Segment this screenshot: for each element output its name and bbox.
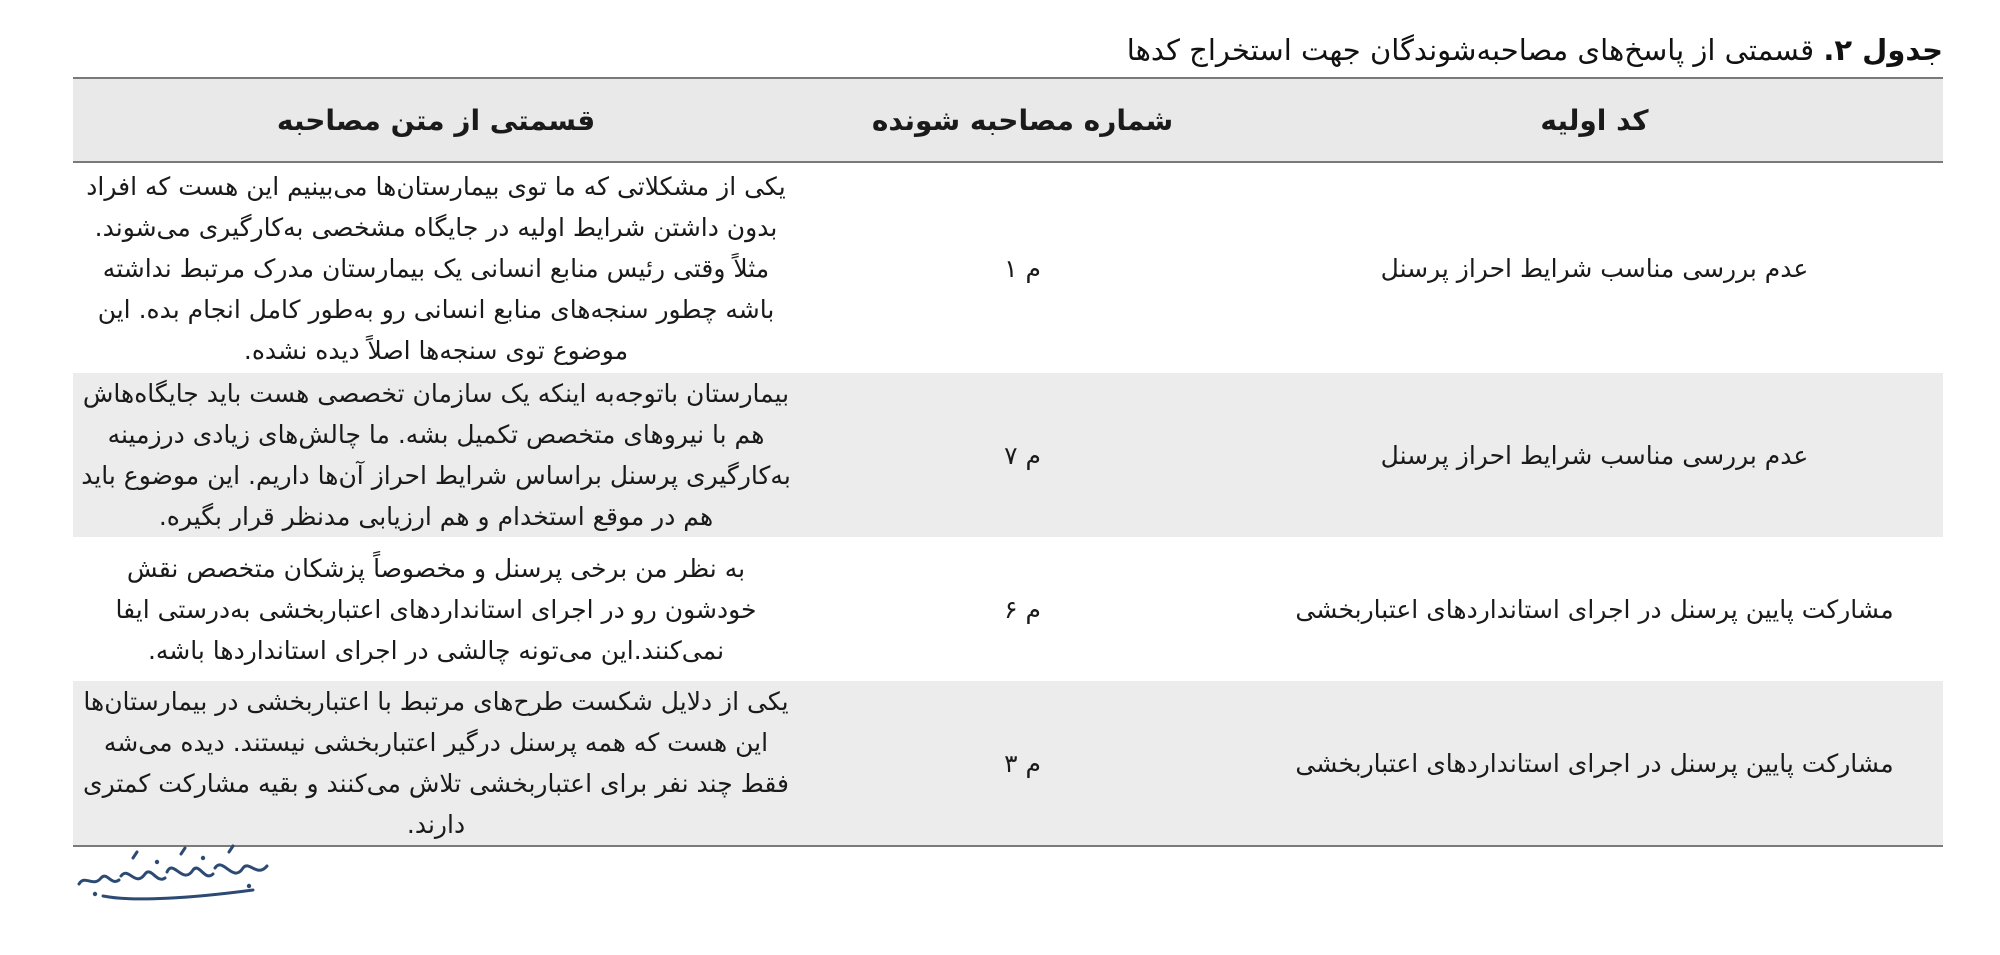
cell-interview-excerpt: یکی از دلایل شکست طرح‌های مرتبط با اعتباربخشی در بیمارستان‌ها این هست که همه پرسنل درگیر اعتباربخشی نیستند. دیده می‌شه فقط چند نفر برای اعتباربخشی تلاش می‌کنند و بقیه مشارکت کمتری دارند. [83, 687, 789, 839]
caption-label: جدول ۲. [1823, 33, 1943, 67]
header-initial-code: کد اولیه [1540, 103, 1649, 137]
cell-initial-code: مشارکت پایین پرسنل در اجرای استانداردهای اعتباربخشی [1295, 594, 1894, 624]
header-interviewee-number: شماره مصاحبه شونده [871, 103, 1174, 137]
cell-interview-excerpt: یکی از مشکلاتی که ما توی بیمارستان‌ها می‌بینیم این هست که افراد بدون داشتن شرایط اولیه در جایگاه مشخصی به‌کارگیری می‌شوند. مثلاً وقتی رئیس منابع انسانی یک بیمارستان مدرک مرتبط نداشته باشه چطور سنجه‌های منابع انسانی رو به‌طور کامل انجام بده. این موضوع توی سنجه‌ها اصلاً دیده نشده. [86, 171, 786, 365]
journal-logo-calligraphy [73, 838, 273, 910]
caption-text: قسمتی از پاسخ‌های مصاحبه‌شوندگان جهت استخراج کدها [1126, 33, 1815, 67]
cell-initial-code: مشارکت پایین پرسنل در اجرای استانداردهای اعتباربخشی [1295, 748, 1894, 778]
cell-initial-code: عدم بررسی مناسب شرایط احراز پرسنل [1380, 253, 1809, 283]
table-row [73, 162, 1943, 373]
header-interview-excerpt: قسمتی از متن مصاحبه [276, 103, 596, 137]
cell-initial-code: عدم بررسی مناسب شرایط احراز پرسنل [1380, 440, 1809, 470]
cell-interviewee-number: م ۳ [1004, 748, 1041, 778]
cell-interview-excerpt: بیمارستان باتوجه‌به اینکه یک سازمان تخصصی هست باید جایگاه‌هاش هم با نیروهای متخصص تکمیل بشه. ما چالش‌های زیادی درزمینه به‌کارگیری پرسنل براساس شرایط احراز آن‌ها داریم. این موضوع باید هم در موقع استخدام و هم ارزیابی مدنظر قرار بگیره. [81, 379, 791, 531]
interview-codes-table [73, 77, 1943, 847]
table-row [73, 373, 1943, 537]
cell-interviewee-number: م ۶ [1004, 594, 1041, 624]
table-row [73, 681, 1943, 846]
cell-interview-excerpt: به نظر من برخی پرسنل و مخصوصاً پزشکان متخصص نقش خودشون رو در اجرای استانداردهای اعتباربخشی به‌درستی ایفا نمی‌کنند.این می‌تونه چالشی در اجرای استانداردها باشه. [115, 553, 757, 665]
cell-interviewee-number: م ۷ [1004, 440, 1041, 470]
table-caption [1127, 30, 1943, 70]
table-header-row [73, 78, 1943, 162]
journal-logo [73, 838, 273, 910]
cell-interviewee-number: م ۱ [1004, 253, 1041, 283]
interview-table-container [73, 77, 1943, 847]
table-row [73, 537, 1943, 681]
